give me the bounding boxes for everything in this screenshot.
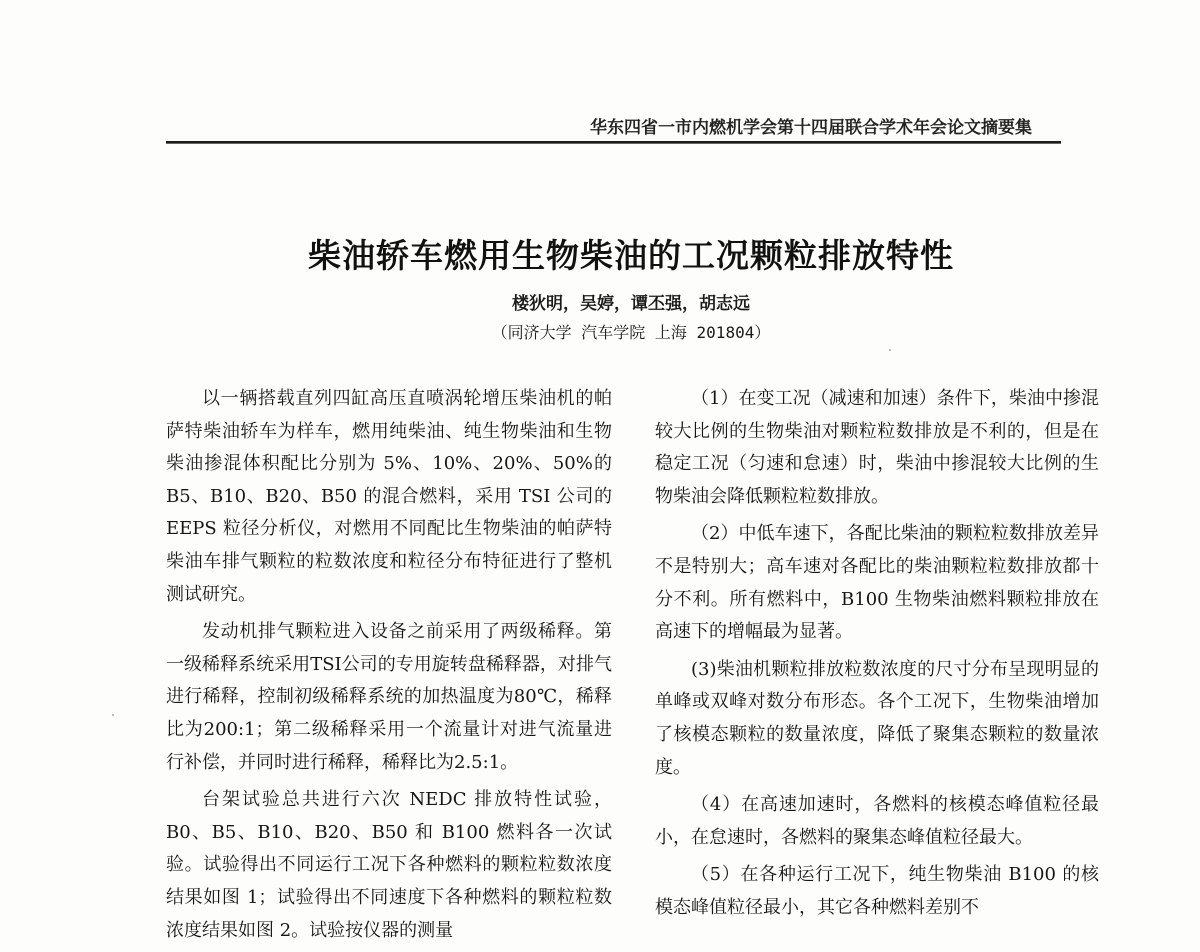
paragraph: 以一辆搭载直列四缸高压直喷涡轮增压柴油机的帕萨特柴油轿车为样车，燃用纯柴油、纯生物柴油和生物柴油掺混体积配比分别为 5%、10%、20%、50%的 B5、B10、B20、B50 的混合燃料，采用 TSI 公司的 EEPS 粒径分析仪，对燃用不同配比生物柴油的帕萨特柴油车排气颗粒的粒数浓度和粒径分布特征进行了整机测试研究。 (166, 388, 612, 605)
paragraph: （1）在变工况（减速和加速）条件下，柴油中掺混较大比例的生物柴油对颗粒粒数排放是不利的，但是在稳定工况（匀速和怠速）时，柴油中掺混较大比例的生物柴油会降低颗粒粒数排放。 (655, 388, 1099, 507)
paragraph: 发动机排气颗粒进入设备之前采用了两级稀释。第一级稀释系统采用TSI公司的专用旋转盘稀释器，对排气进行稀释，控制初级稀释系统的加热温度为80℃，稀释比为200:1；第二级稀释采用一个流量计对进气流量进行补偿，并同时进行稀释，稀释比为2.5:1。 (166, 621, 612, 773)
paragraph: 台架试验总共进行六次 NEDC 排放特性试验，B0、B5、B10、B20、B50 和 B100 燃料各一次试验。试验得出不同运行工况下各种燃料的颗粒粒数浓度结果如图 1；试验得出不同速度下各种燃料的颗粒粒数浓度结果如图 2。试验按仪器的测量 (166, 789, 612, 941)
left-column (166, 383, 612, 952)
affiliation: （同济大学 汽车学院 上海 201804） (491, 323, 771, 342)
authors: 楼狄明，吴婷，谭丕强，胡志远 (512, 294, 750, 314)
header-rule (166, 141, 1061, 144)
paragraph: （2）中低车速下，各配比柴油的颗粒粒数排放差异不是特别大；高车速对各配比的柴油颗粒粒数排放都十分不利。所有燃料中，B100 生物柴油燃料颗粒排放在高速下的增幅最为显著。 (655, 523, 1099, 643)
paragraph: (3)柴油机颗粒排放粒数浓度的尺寸分布呈现明显的单峰或双峰对数分布形态。各个工况下，生物柴油增加了核模态颗粒的数量浓度，降低了聚集态颗粒的数量浓度。 (655, 658, 1099, 778)
paragraph: （4）在高速加速时，各燃料的核模态峰值粒径最小，在怠速时，各燃料的聚集态峰值粒径最大。 (655, 794, 1099, 848)
scan-mark (112, 714, 114, 716)
running-header: 华东四省一市内燃机学会第十四届联合学术年会论文摘要集 (590, 118, 1032, 138)
scan-mark (889, 349, 891, 351)
paper-title: 柴油轿车燃用生物柴油的工况颗粒排放特性 (308, 236, 954, 275)
paragraph: （5）在各种运行工况下，纯生物柴油 B100 的核模态峰值粒径最小，其它各种燃料差别不 (655, 864, 1099, 918)
right-column (655, 383, 1099, 930)
